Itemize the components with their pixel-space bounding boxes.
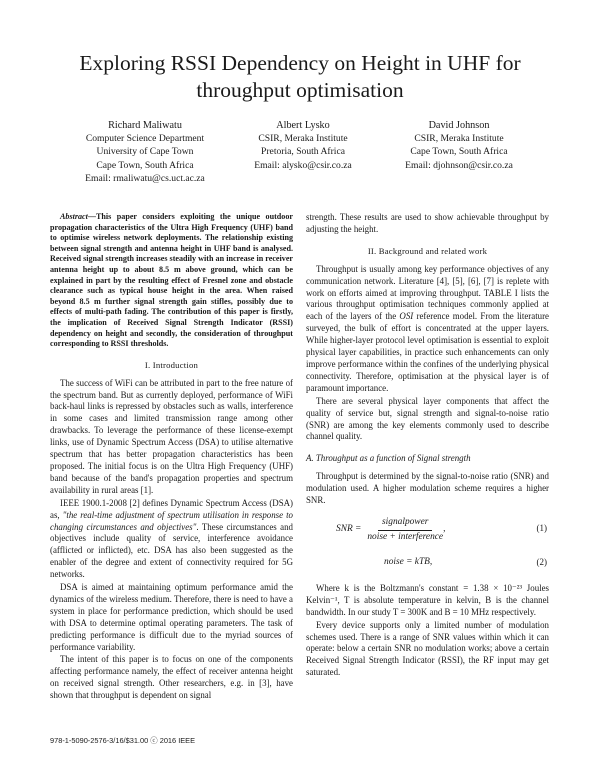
author-name: Richard Maliwatu: [108, 120, 182, 131]
abstract: [50, 212, 293, 350]
author-affiliation: CSIR, Meraka Institute: [258, 133, 348, 145]
paragraph: Every device supports only a limited number of modulation schemes used. There is a range of SNR values within which it can operate: below a certain SNR no modulation works; above a certain Received Signal Strength Indicator (RSSI), the RF input may get saturated.: [306, 619, 549, 678]
author-block-2: [218, 119, 388, 172]
paragraph-continued: strength. These results are used to show achievable throughput by adjusting the height.: [306, 212, 549, 234]
fraction: [367, 516, 446, 544]
author-email: Email: djohnson@csir.co.za: [405, 159, 513, 171]
author-affiliation: Computer Science Department: [85, 133, 205, 145]
text-run: Throughput is usually among key performance objectives of any communication network. Literature [4], [5], [6], [7] is replete with work on efforts aimed at improving throughput. TABLE I lists the various throughput optimisation techniques commonly applied at each of the layers of the: [306, 263, 549, 322]
paragraph: [306, 264, 549, 395]
author-block-1: [60, 119, 230, 185]
paragraph: The intent of this paper is to focus on one of the components affecting performance namely, the effect of receiver antenna height on received signal strength. Other researchers, e.g. in [3], have shown that throughput is dependent on signal: [50, 654, 293, 701]
author-location: Pretoria, South Africa: [261, 146, 345, 158]
equation-number: (1): [536, 522, 547, 533]
equation-1: [306, 513, 549, 547]
osi-term: OSI: [399, 311, 414, 322]
author-email: Email: rmaliwatu@cs.uct.ac.za: [85, 172, 205, 184]
author-name: Albert Lysko: [276, 120, 330, 131]
left-column: [50, 212, 293, 703]
equation-body: [336, 517, 445, 544]
right-column: [306, 212, 549, 680]
paragraph: There are several physical layer components that affect the quality of service but, signal strength and signal-to-noise ratio (SNR) are among the key elements commonly used to describe channel quality.: [306, 395, 549, 442]
section-heading-background: II. Background and related work: [367, 245, 488, 256]
section-heading-introduction: I. Introduction: [144, 359, 199, 370]
subsection-heading: A. Throughput as a function of Signal strength: [306, 453, 471, 464]
paragraph: [50, 498, 293, 581]
equation-lhs: SNR =: [336, 524, 362, 535]
author-location: Cape Town, South Africa: [96, 159, 194, 171]
text-run: . These circumstances and objectives include quality of service, interference avoidance (afflicted or inflicted), etc. DSA has also been suggested as the enabler of the degree and extent of connectivity required for 5G networks.: [50, 521, 293, 580]
paragraph: DSA is aimed at maintaining optimum performance amid the dynamics of the wireless medium. Therefore, there is need to have a system in place for performance prediction, which should be used with DSA to determine optimal operating parameters. The task of predicting performance is difficult due to the myriad sources of performance variability.: [50, 582, 293, 652]
equation-2: [306, 553, 549, 577]
author-block-3: [374, 119, 544, 172]
equation-body: noise = kTB,: [384, 556, 433, 567]
paragraph: The success of WiFi can be attributed in part to the free nature of the spectrum band. But as currently deployed, performance of WiFi back-haul links is repressed by obstacles such as walls, interference in some cases and limited transmission range among other drawbacks. To leverage the performance of these license-exempt links, use of Dynamic Spectrum Access (DSA) to utilise alternative spectrum that has better propagation characteristics has been proposed. The initial focus is on the Ultra High Frequency (UHF) band because of the band's propagation properties and spectrum availability in rural areas [1].: [50, 377, 293, 495]
abstract-text: —This paper considers exploiting the unique outdoor propagation characteristics of the Ultra High Frequency (UHF) band to optimise wireless network deployments. The relationship existing between signal strength and antenna height in UHF band is analysed. Received signal strength increases steadily with an increase in receiver antenna height up to about 8.5 m above ground, which can be explained in part by the resulting effect of Fresnel zone and obstacle clearance such as typical house height in the area. When raised beyond 8.5 m further signal strength gain stifles, possibly due to effects of multi-path fading. The contribution of this paper is firstly, the implication of Received Signal Strength Indicator (RSSI) dependency on height and secondly, the consideration of throughput corresponding to RSSI thresholds.: [50, 212, 293, 349]
copyright-footer: 978-1-5090-2576-3/16/$31.00 ⓒ 2016 IEEE: [50, 736, 196, 745]
paragraph: Throughput is determined by the signal-to-noise ratio (SNR) and modulation used. A higher modulation scheme requires a higher SNR.: [306, 471, 549, 506]
equation-comma: ,: [443, 524, 446, 535]
fraction-denominator: noise + interference: [367, 531, 444, 542]
fraction-numerator: signalpower: [378, 517, 432, 531]
text-run: IEEE 1900.1-2008 [2] defines Dynamic Spectrum Access (DSA) as,: [50, 497, 293, 520]
author-name: David Johnson: [428, 120, 490, 131]
abstract-label: Abstract: [60, 212, 88, 221]
paper-title: Exploring RSSI Dependency on Height in UHF for throughput optimisation: [79, 51, 521, 102]
author-affiliation: University of Cape Town: [96, 146, 194, 158]
dsa-definition-quote: "the real-time adjustment of spectrum utilisation in response to changing circumstances and objectives": [50, 509, 293, 532]
author-email: Email: alysko@csir.co.za: [254, 159, 352, 171]
author-location: Cape Town, South Africa: [410, 146, 508, 158]
text-run: reference model. From the literature surveyed, the bulk of effort is concentrated at the upper layers. While higher-layer protocol level optimisation is essential to exploit physical layer capabilities, in practice such enhancements can only improve performance within the confines of the underlying physical connectivity. Therefore, optimisation at the physical layer is of paramount importance.: [306, 311, 549, 393]
equation-number: (2): [536, 556, 547, 567]
paragraph: Where k is the Boltzmann's constant = 1.38 × 10⁻²³ Joules Kelvin⁻¹, T is absolute temperature in kelvin, B is the channel bandwidth. In our study T = 300K and B = 10 MHz respectively.: [306, 582, 549, 617]
author-affiliation: CSIR, Meraka Institute: [414, 133, 504, 145]
